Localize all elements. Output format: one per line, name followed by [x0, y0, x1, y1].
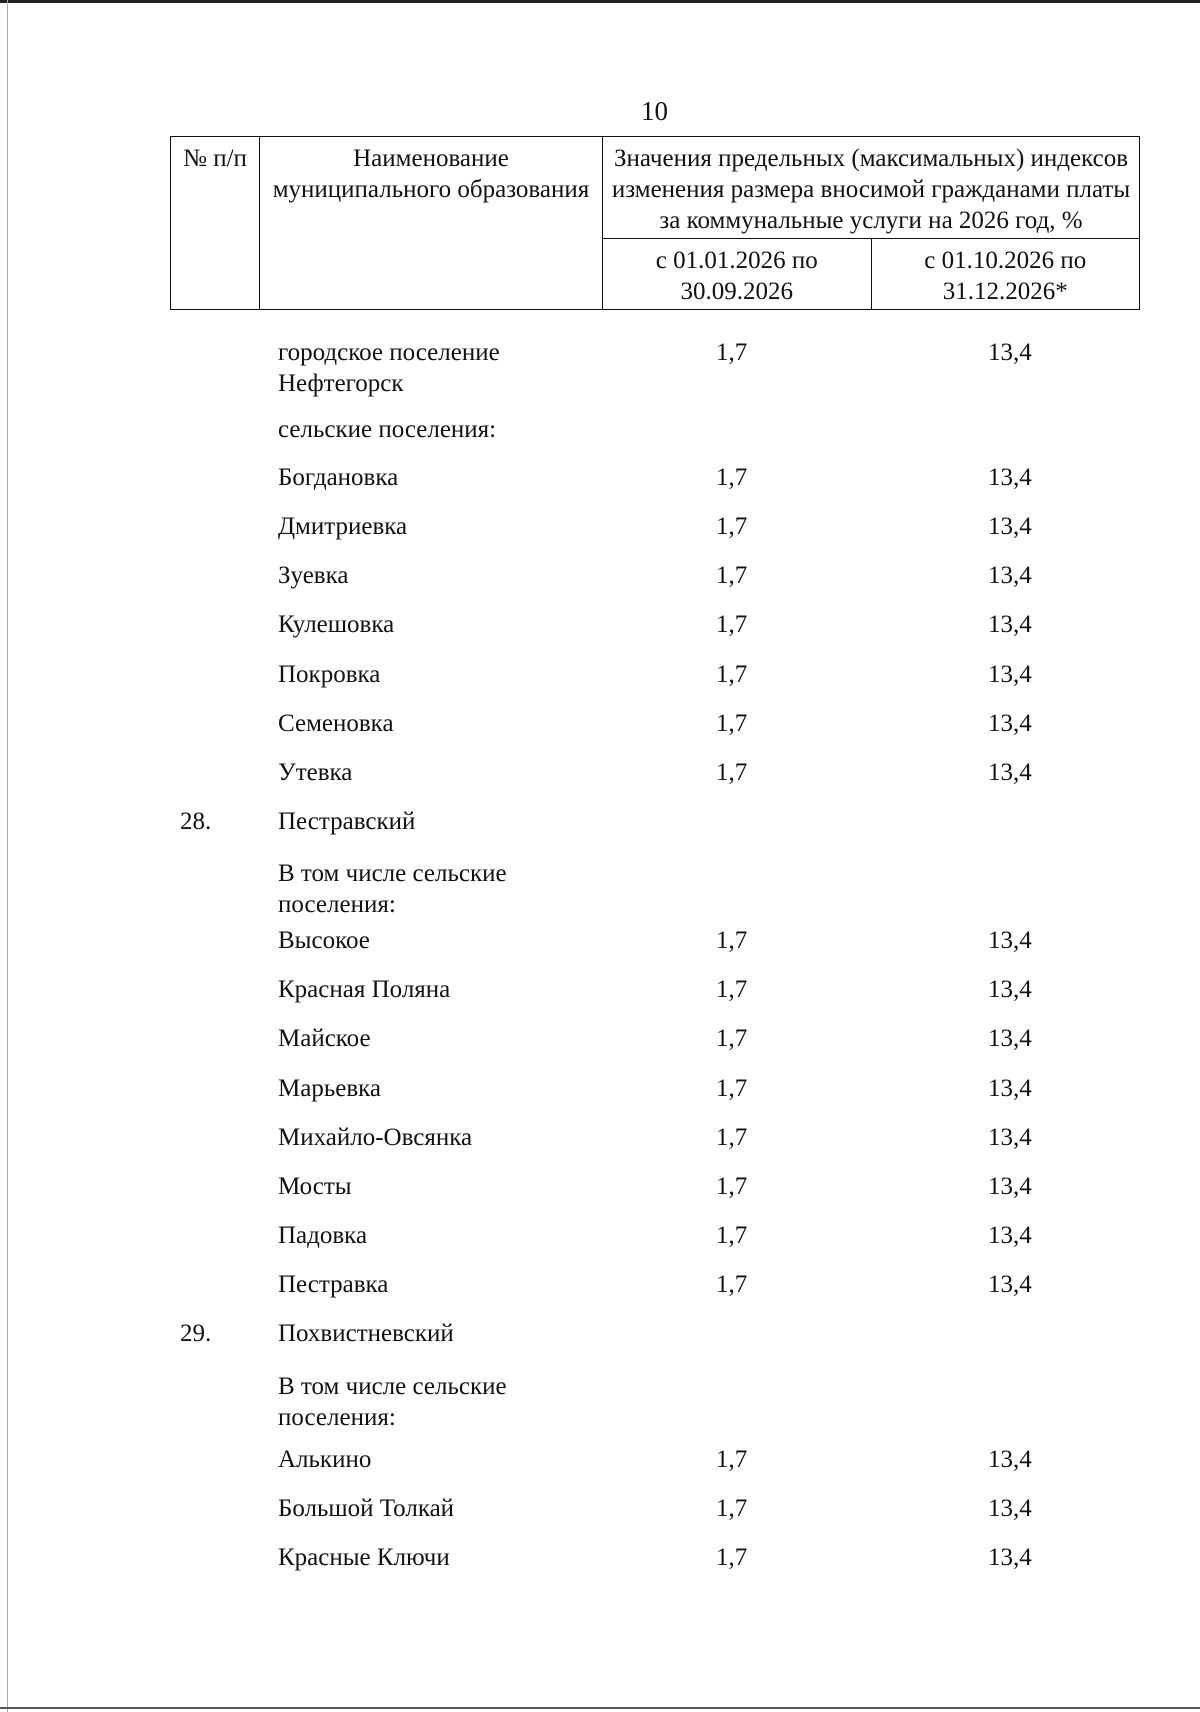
page-number: 10 — [641, 96, 668, 126]
row-name: городское поселение Нефтегорск — [278, 339, 500, 397]
row-name: сельские поселения: — [278, 416, 497, 443]
header-period-1: с 01.01.2026 по 30.09.2026 — [603, 239, 872, 310]
row-value-period-1: 1,7 — [716, 464, 748, 491]
row-value-period-1: 1,7 — [716, 1271, 748, 1298]
row-name: Падовка — [278, 1222, 368, 1249]
row-value-period-1: 1,7 — [716, 976, 748, 1003]
row-name: Марьевка — [278, 1075, 381, 1102]
row-value-period-1: 1,7 — [716, 513, 748, 540]
scan-edge-bottom — [0, 1707, 1200, 1709]
row-name: Большой Толкай — [278, 1495, 455, 1522]
scan-edge-left — [7, 0, 8, 1712]
row-value-period-1: 1,7 — [716, 927, 748, 954]
row-name: Красная Поляна — [278, 976, 451, 1003]
header-col-number: № п/п — [171, 137, 260, 310]
row-value-period-2: 13,4 — [988, 927, 1032, 954]
row-name: Богдановка — [278, 464, 399, 491]
header-col-name: Наименование муниципального образования — [260, 137, 603, 310]
row-name: Михайло-Овсянка — [278, 1124, 473, 1151]
row-value-period-2: 13,4 — [988, 976, 1032, 1003]
row-value-period-1: 1,7 — [716, 562, 748, 589]
row-value-period-1: 1,7 — [716, 1544, 748, 1571]
row-value-period-1: 1,7 — [716, 1222, 748, 1249]
row-name: Красные Ключи — [278, 1544, 450, 1571]
row-value-period-2: 13,4 — [988, 1495, 1032, 1522]
row-value-period-1: 1,7 — [716, 611, 748, 638]
row-value-period-2: 13,4 — [988, 661, 1032, 688]
row-value-period-2: 13,4 — [988, 562, 1032, 589]
scan-edge-top — [0, 0, 1200, 3]
row-value-period-1: 1,7 — [716, 710, 748, 737]
row-value-period-2: 13,4 — [988, 710, 1032, 737]
row-name: Утевка — [278, 759, 353, 786]
row-name: В том числе сельские поселения: — [278, 860, 507, 918]
row-value-period-1: 1,7 — [716, 661, 748, 688]
row-number: 28. — [180, 808, 212, 835]
row-value-period-2: 13,4 — [988, 1173, 1032, 1200]
row-name: Пестравка — [278, 1271, 389, 1298]
row-name: Мосты — [278, 1173, 352, 1200]
row-name: Майское — [278, 1025, 371, 1052]
row-value-period-2: 13,4 — [988, 339, 1032, 366]
row-name: Похвистневский — [278, 1320, 454, 1347]
row-name: Покровка — [278, 661, 381, 688]
row-value-period-2: 13,4 — [988, 513, 1032, 540]
header-period-2: с 01.10.2026 по 31.12.2026* — [871, 239, 1140, 310]
row-name: Высокое — [278, 927, 370, 954]
row-value-period-1: 1,7 — [716, 1025, 748, 1052]
row-value-period-1: 1,7 — [716, 1124, 748, 1151]
row-value-period-1: 1,7 — [716, 1446, 748, 1473]
row-value-period-2: 13,4 — [988, 1124, 1032, 1151]
row-value-period-2: 13,4 — [988, 464, 1032, 491]
row-value-period-1: 1,7 — [716, 1075, 748, 1102]
row-name: Кулешовка — [278, 611, 395, 638]
row-value-period-1: 1,7 — [716, 339, 748, 366]
row-name: Дмитриевка — [278, 513, 408, 540]
row-name: Пестравский — [278, 808, 416, 835]
row-value-period-2: 13,4 — [988, 1025, 1032, 1052]
row-value-period-1: 1,7 — [716, 1495, 748, 1522]
row-value-period-1: 1,7 — [716, 1173, 748, 1200]
row-value-period-2: 13,4 — [988, 1075, 1032, 1102]
row-value-period-2: 13,4 — [988, 1544, 1032, 1571]
row-value-period-1: 1,7 — [716, 759, 748, 786]
row-number: 29. — [180, 1320, 212, 1347]
row-name: Алькино — [278, 1446, 372, 1473]
header-col-values: Значения предельных (максимальных) индексов изменения размера вносимой гражданами платы за коммунальные услуги на 2026 год, % — [603, 137, 1140, 239]
row-name: Семеновка — [278, 710, 394, 737]
row-value-period-2: 13,4 — [988, 1222, 1032, 1249]
row-name: Зуевка — [278, 562, 349, 589]
row-value-period-2: 13,4 — [988, 1271, 1032, 1298]
table-header — [170, 136, 1140, 310]
row-name: В том числе сельские поселения: — [278, 1373, 507, 1431]
row-value-period-2: 13,4 — [988, 611, 1032, 638]
row-value-period-2: 13,4 — [988, 1446, 1032, 1473]
row-value-period-2: 13,4 — [988, 759, 1032, 786]
